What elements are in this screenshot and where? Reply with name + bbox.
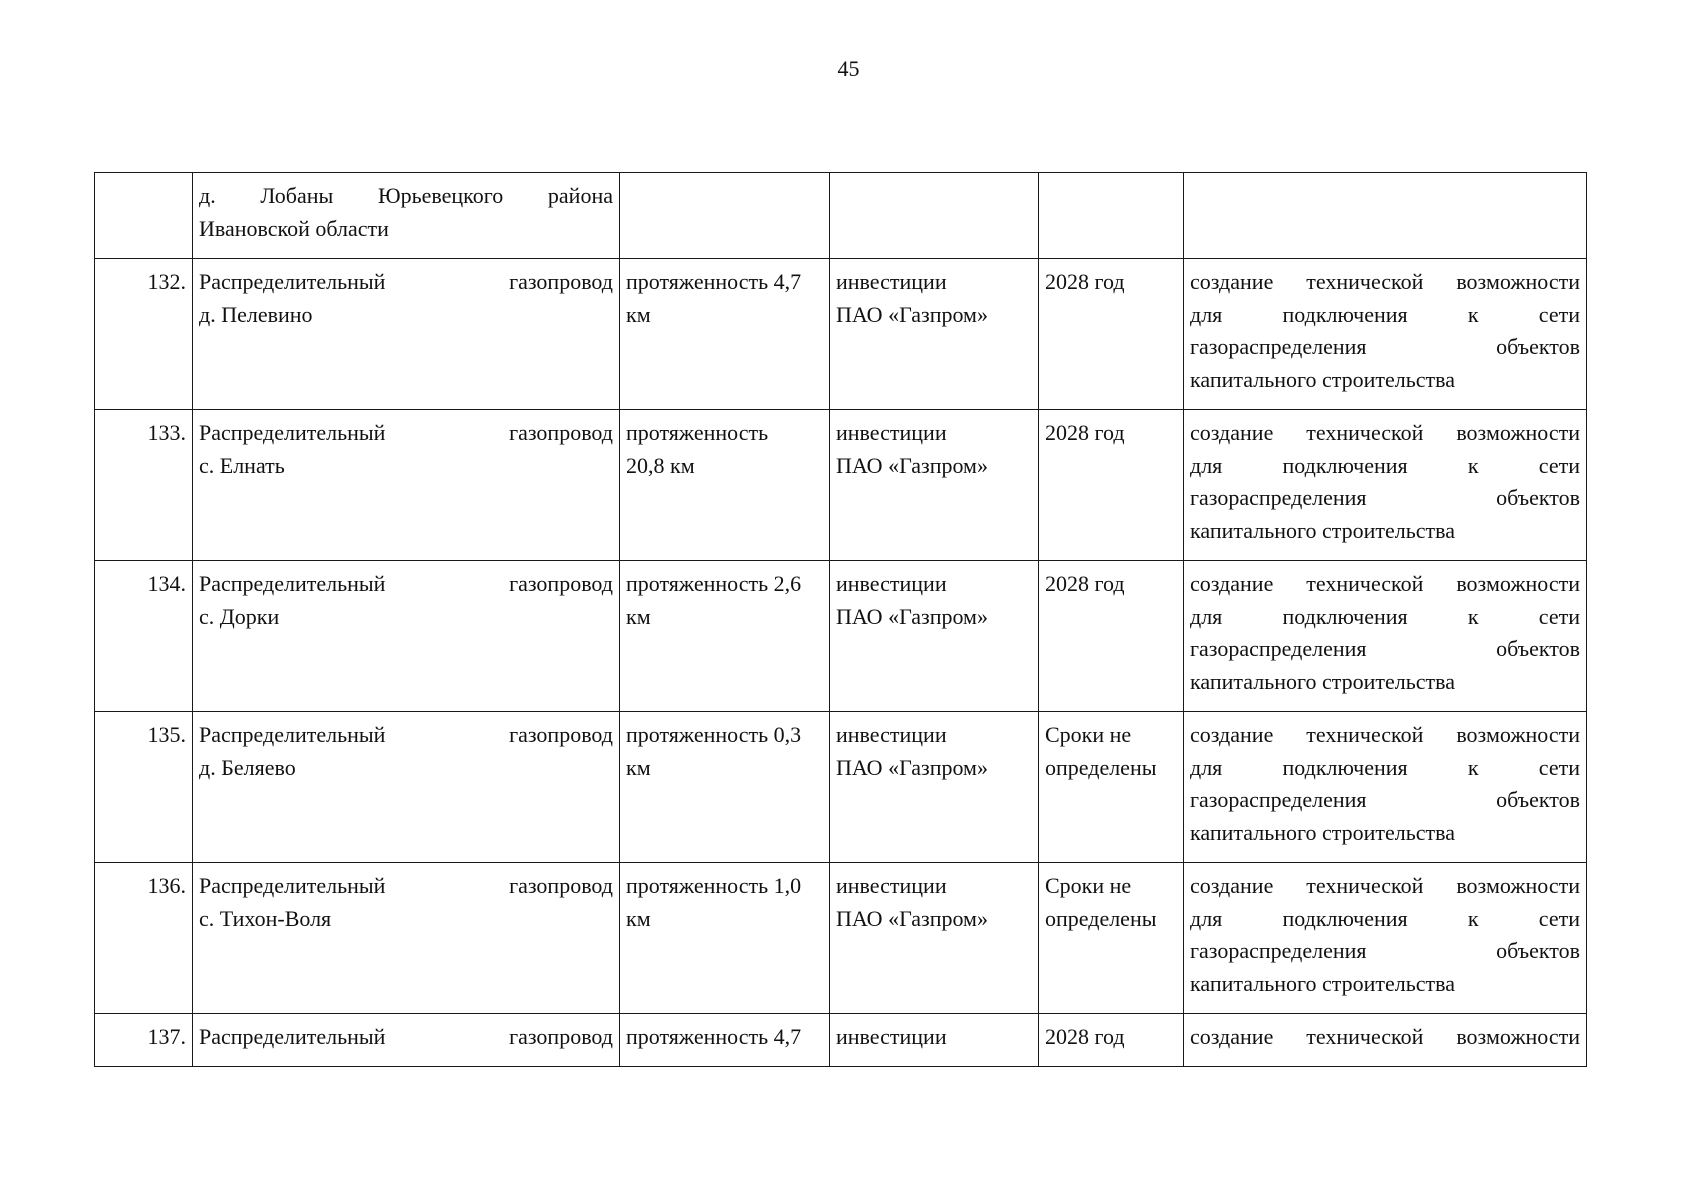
term-line: Сроки не <box>1045 722 1132 747</box>
term-cell <box>1039 712 1184 863</box>
row-number-cell <box>95 173 193 259</box>
object-name-cell <box>193 173 620 259</box>
term-cell <box>1039 259 1184 410</box>
object-name-line: д. Пелевино <box>199 301 313 327</box>
funding-line: ПАО «Газпром» <box>836 603 988 629</box>
extent-line: протяженность <box>626 420 769 445</box>
purpose-line: капитального строительства <box>1190 819 1456 845</box>
purpose-cell <box>1184 712 1587 863</box>
extent-line: протяженность 2,6 <box>626 571 802 596</box>
term-line: Сроки не <box>1045 873 1132 898</box>
row-number-cell: 136. <box>95 863 193 1014</box>
purpose-line: газораспределения объектов <box>1190 485 1580 510</box>
funding-line: инвестиции <box>836 873 947 898</box>
funding-cell <box>830 863 1039 1014</box>
extent-cell <box>620 561 830 712</box>
object-name-line: с. Елнать <box>199 452 285 478</box>
purpose-line: газораспределения объектов <box>1190 938 1580 963</box>
gas-pipeline-table <box>94 172 1587 1067</box>
purpose-cell <box>1184 863 1587 1014</box>
extent-cell <box>620 712 830 863</box>
table-row <box>95 712 1587 863</box>
purpose-line: для подключения к сети <box>1190 301 1580 327</box>
purpose-line: для подключения к сети <box>1190 603 1580 629</box>
object-name-cell <box>193 712 620 863</box>
funding-line: инвестиции <box>836 269 947 294</box>
extent-line: км <box>626 754 651 780</box>
purpose-line: создание технической возможности <box>1190 1024 1580 1049</box>
funding-line: ПАО «Газпром» <box>836 452 988 478</box>
object-name-line: д. Беляево <box>199 754 296 780</box>
purpose-line: капитального строительства <box>1190 668 1456 694</box>
object-name-cell <box>193 259 620 410</box>
purpose-cell <box>1184 259 1587 410</box>
purpose-cell <box>1184 173 1587 259</box>
purpose-line: газораспределения объектов <box>1190 787 1580 812</box>
table-row <box>95 173 1587 259</box>
extent-line: км <box>626 905 651 931</box>
funding-cell <box>830 712 1039 863</box>
purpose-line: капитального строительства <box>1190 970 1456 996</box>
term-line: определены <box>1045 905 1157 931</box>
extent-cell <box>620 410 830 561</box>
purpose-line: создание технической возможности <box>1190 269 1580 294</box>
term-cell <box>1039 1014 1184 1067</box>
purpose-line: создание технической возможности <box>1190 722 1580 747</box>
purpose-cell <box>1184 561 1587 712</box>
extent-line: протяженность 0,3 <box>626 722 802 747</box>
term-cell <box>1039 561 1184 712</box>
object-name-cell <box>193 410 620 561</box>
object-name-line: с. Тихон-Воля <box>199 905 332 931</box>
purpose-line: создание технической возможности <box>1190 420 1580 445</box>
purpose-line: для подключения к сети <box>1190 452 1580 478</box>
extent-cell <box>620 863 830 1014</box>
table-row <box>95 259 1587 410</box>
funding-cell <box>830 1014 1039 1067</box>
term-line: 2028 год <box>1045 571 1125 596</box>
object-name-line: Распределительный газопровод <box>199 873 613 898</box>
table-row <box>95 410 1587 561</box>
funding-cell <box>830 259 1039 410</box>
row-number-cell: 133. <box>95 410 193 561</box>
row-number-cell: 135. <box>95 712 193 863</box>
object-name-cell <box>193 1014 620 1067</box>
extent-cell <box>620 173 830 259</box>
purpose-cell <box>1184 410 1587 561</box>
funding-cell <box>830 561 1039 712</box>
object-name-cell <box>193 561 620 712</box>
extent-line: км <box>626 301 651 327</box>
object-name-line: с. Дорки <box>199 603 280 629</box>
term-line: 2028 год <box>1045 269 1125 294</box>
table-row <box>95 561 1587 712</box>
term-line: 2028 год <box>1045 420 1125 445</box>
purpose-line: капитального строительства <box>1190 517 1456 543</box>
object-name-line: Ивановской области <box>199 215 389 241</box>
purpose-line: для подключения к сети <box>1190 754 1580 780</box>
purpose-line: создание технической возможности <box>1190 873 1580 898</box>
purpose-line: газораспределения объектов <box>1190 636 1580 661</box>
extent-line: протяженность 4,7 <box>626 1024 802 1049</box>
extent-cell <box>620 1014 830 1067</box>
funding-line: ПАО «Газпром» <box>836 905 988 931</box>
object-name-line: Распределительный газопровод <box>199 722 613 747</box>
object-name-line: Распределительный газопровод <box>199 1024 613 1049</box>
purpose-line: газораспределения объектов <box>1190 334 1580 359</box>
purpose-line: для подключения к сети <box>1190 905 1580 931</box>
row-number-cell: 132. <box>95 259 193 410</box>
term-cell <box>1039 863 1184 1014</box>
funding-cell <box>830 410 1039 561</box>
term-cell <box>1039 173 1184 259</box>
purpose-line: капитального строительства <box>1190 366 1456 392</box>
page-number: 45 <box>837 56 860 81</box>
table-row <box>95 1014 1587 1067</box>
funding-line: инвестиции <box>836 722 947 747</box>
term-line: определены <box>1045 754 1157 780</box>
funding-line: ПАО «Газпром» <box>836 301 988 327</box>
row-number-cell: 134. <box>95 561 193 712</box>
extent-line: протяженность 4,7 <box>626 269 802 294</box>
purpose-cell <box>1184 1014 1587 1067</box>
extent-cell <box>620 259 830 410</box>
table-row <box>95 863 1587 1014</box>
row-number-cell: 137. <box>95 1014 193 1067</box>
term-line: 2028 год <box>1045 1024 1125 1049</box>
object-name-line: д. Лобаны Юрьевецкого района <box>199 183 613 208</box>
object-name-line: Распределительный газопровод <box>199 420 613 445</box>
funding-line: инвестиции <box>836 1024 947 1049</box>
purpose-line: создание технической возможности <box>1190 571 1580 596</box>
funding-line: инвестиции <box>836 571 947 596</box>
object-name-line: Распределительный газопровод <box>199 269 613 294</box>
term-cell <box>1039 410 1184 561</box>
object-name-cell <box>193 863 620 1014</box>
extent-line: протяженность 1,0 <box>626 873 802 898</box>
funding-cell <box>830 173 1039 259</box>
extent-line: км <box>626 603 651 629</box>
object-name-line: Распределительный газопровод <box>199 571 613 596</box>
funding-line: инвестиции <box>836 420 947 445</box>
extent-line: 20,8 км <box>626 452 695 478</box>
funding-line: ПАО «Газпром» <box>836 754 988 780</box>
